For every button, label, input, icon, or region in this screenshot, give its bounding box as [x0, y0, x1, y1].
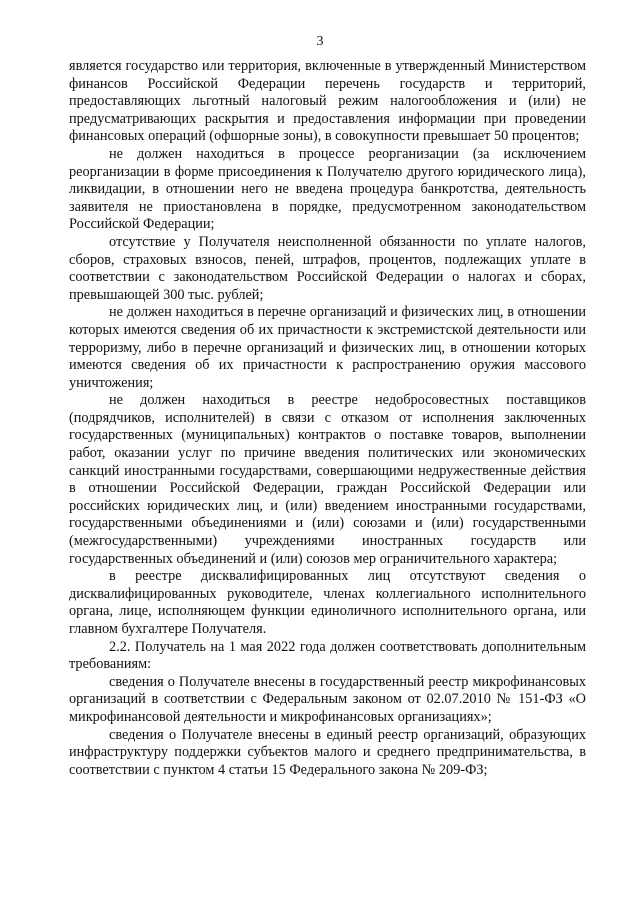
paragraph-unfair-suppliers: не должен находиться в реестре недобросовестных поставщиков (подрядчиков, исполнителей) в связи с отказом от исполнения заключенных государственных (муниципальных) контрактов о поставке товаров, выполнении работ, оказании услуг по причине введения политических или экономических санкций иностранными государствами, совершающими недружественные действия в отношении Российской Федерации, граждан Российской Федерации или российских юридических лиц, и (или) введением иностранными государствами, государственными объединениями и (или) союзами и (или) государственными (межгосударственными) учреждениями иностранных государств или государственных объединений и (или) союзов мер ограничительного характера;: [69, 392, 586, 567]
paragraph-tax-debt: отсутствие у Получателя неисполненной обязанности по уплате налогов, сборов, страховых взносов, пеней, штрафов, процентов, подлежащих уплате в соответствии с законодательством Российской Федерации о налогах и сборах, превышающей 300 тыс. рублей;: [69, 233, 586, 303]
paragraph-sme-infrastructure: сведения о Получателе внесены в единый реестр организаций, образующих инфраструктуру поддержки субъектов малого и среднего предпринимательства, в соответствии с пунктом 4 статьи 15 Федерального закона № 209-ФЗ;: [69, 726, 586, 778]
paragraph-section-2-2: 2.2. Получатель на 1 мая 2022 года должен соответствовать дополнительным требованиям:: [69, 638, 586, 673]
paragraph-reorganization: не должен находиться в процессе реорганизации (за исключением реорганизации в форме присоединения к Получателю другого юридического лица), ликвидации, в отношении него не введена процедура банкротства, деятельность заявителя не приостановлена в порядке, предусмотренном законодательством Российской Федерации;: [69, 145, 586, 233]
paragraph-extremism-list: не должен находиться в перечне организаций и физических лиц, в отношении которых имеются сведения об их причастности к экстремистской деятельности или терроризму, либо в перечне организаций и физических лиц, в отношении которых имеются сведения об их причастности к распространению оружия массового уничтожения;: [69, 304, 586, 391]
paragraph-disqualified-persons: в реестре дисквалифицированных лиц отсутствуют сведения о дисквалифицированных руководителе, членах коллегиального исполнительного органа, лице, исполняющем функции единоличного исполнительного органа, или главном бухгалтере Получателя.: [69, 568, 586, 637]
paragraph-microfinance-registry: сведения о Получателе внесены в государственный реестр микрофинансовых организаций в соответствии с Федеральным законом от 02.07.2010 № 151-ФЗ «О микрофинансовой деятельности и микрофинансовых организациях»;: [69, 673, 586, 725]
document-body: [69, 58, 586, 779]
paragraph-continuation: является государство или территория, включенные в утвержденный Министерством финансов Российской Федерации перечень государств и территорий, предоставляющих льготный налоговый режим налогообложения и (или) не предусматривающих раскрытия и предоставления информации при проведении финансовых операций (офшорные зоны), в совокупности превышает 50 процентов;: [69, 58, 586, 145]
page-number: 3: [316, 34, 324, 49]
